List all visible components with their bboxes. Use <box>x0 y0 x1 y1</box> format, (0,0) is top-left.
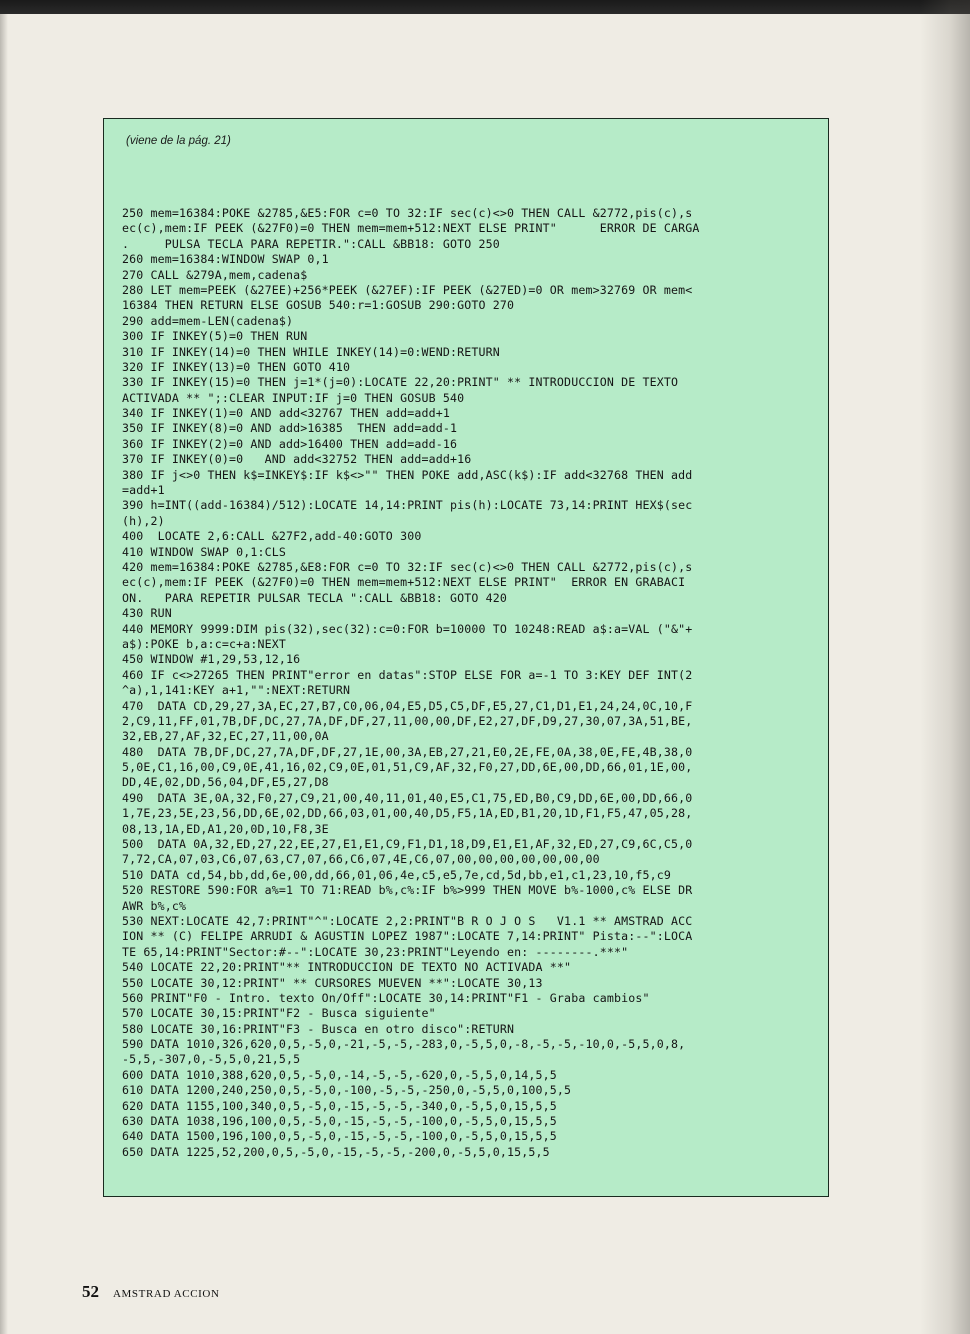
code-line: a$):POKE b,a:c=c+a:NEXT <box>122 636 286 651</box>
code-line: 390 h=INT((add-16384)/512):LOCATE 14,14:PRINT pis(h):LOCATE 73,14:PRINT HEX$(sec <box>122 498 693 513</box>
code-line: 2,C9,11,FF,01,7B,DF,DC,27,7A,DF,DF,27,11,00,00,DF,E2,27,DF,D9,27,30,07,3A,51,BE, <box>122 713 693 728</box>
code-line: 08,13,1A,ED,A1,20,0D,10,F8,3E <box>122 821 329 836</box>
code-line: 310 IF INKEY(14)=0 THEN WHILE INKEY(14)=0:WEND:RETURN <box>122 344 500 359</box>
code-line: DD,4E,02,DD,56,04,DF,E5,27,D8 <box>122 775 329 790</box>
code-line: =add+1 <box>122 483 165 498</box>
page-spine-shadow <box>920 0 970 1334</box>
code-line: 370 IF INKEY(0)=0 AND add<32752 THEN add=add+16 <box>122 452 472 467</box>
code-line: 560 PRINT"F0 - Intro. texto On/Off":LOCATE 30,14:PRINT"F1 - Graba cambios" <box>122 990 650 1005</box>
code-line: 16384 THEN RETURN ELSE GOSUB 540:r=1:GOSUB 290:GOTO 270 <box>122 298 515 313</box>
code-line: ^a),1,141:KEY a+1,"":NEXT:RETURN <box>122 683 351 698</box>
code-line: 7,72,CA,07,03,C6,07,63,C7,07,66,C6,07,4E,C6,07,00,00,00,00,00,00,00 <box>122 852 600 867</box>
code-line: ION ** (C) FELIPE ARRUDI & AGUSTIN LOPEZ 1987":LOCATE 7,14:PRINT" Pista:--":LOCA <box>122 929 693 944</box>
code-line: 550 LOCATE 30,12:PRINT" ** CURSORES MUEVEN **":LOCATE 30,13 <box>122 975 543 990</box>
page-top-edge <box>0 0 970 14</box>
code-line: ec(c),mem:IF PEEK (&27F0)=0 THEN mem=mem+512:NEXT ELSE PRINT" ERROR DE CARGA <box>122 221 700 236</box>
page-number: 52 <box>82 1282 99 1301</box>
code-line: 380 IF j<>0 THEN k$=INKEY$:IF k$<>"" THEN POKE add,ASC(k$):IF add<32768 THEN add <box>122 467 693 482</box>
code-line: 420 mem=16384:POKE &2785,&E8:FOR c=0 TO 32:IF sec(c)<>0 THEN CALL &2772,pis(c),s <box>122 559 693 574</box>
code-line: 350 IF INKEY(8)=0 AND add>16385 THEN add=add-1 <box>122 421 458 436</box>
code-line: 610 DATA 1200,240,250,0,5,-5,0,-100,-5,-5,-250,0,-5,5,0,100,5,5 <box>122 1083 572 1098</box>
code-line: ON. PARA REPETIR PULSAR TECLA ":CALL &BB18: GOTO 420 <box>122 590 508 605</box>
code-line: . PULSA TECLA PARA REPETIR.":CALL &BB18: GOTO 250 <box>122 236 500 251</box>
code-line: 630 DATA 1038,196,100,0,5,-5,0,-15,-5,-5,-100,0,-5,5,0,15,5,5 <box>122 1114 557 1129</box>
code-line: 580 LOCATE 30,16:PRINT"F3 - Busca en otro disco":RETURN <box>122 1021 515 1036</box>
code-line: 280 LET mem=PEEK (&27EE)+256*PEEK (&27EF):IF PEEK (&27ED)=0 OR mem>32769 OR mem< <box>122 282 693 297</box>
code-line: 540 LOCATE 22,20:PRINT"** INTRODUCCION DE TEXTO NO ACTIVADA **" <box>122 960 572 975</box>
code-line: 260 mem=16384:WINDOW SWAP 0,1 <box>122 252 329 267</box>
code-line: 490 DATA 3E,0A,32,F0,27,C9,21,00,40,11,01,40,E5,C1,75,ED,B0,C9,DD,6E,00,DD,66,0 <box>122 790 693 805</box>
code-line: AWR b%,c% <box>122 898 187 913</box>
code-line: 32,EB,27,AF,32,EC,27,11,00,0A <box>122 729 329 744</box>
code-line: 600 DATA 1010,388,620,0,5,-5,0,-14,-5,-5,-620,0,-5,5,0,14,5,5 <box>122 1067 557 1082</box>
code-line: 470 DATA CD,29,27,3A,EC,27,B7,C0,06,04,E5,D5,C5,DF,E5,27,C1,D1,E1,24,24,0C,10,F <box>122 698 693 713</box>
code-listing-box <box>103 118 829 1197</box>
code-line: 590 DATA 1010,326,620,0,5,-5,0,-21,-5,-5,-283,0,-5,5,0,-8,-5,-5,-10,0,-5,5,0,8, <box>122 1037 686 1052</box>
code-listing <box>122 206 822 1160</box>
magazine-name: AMSTRAD ACCION <box>113 1288 220 1300</box>
page-footer <box>82 1282 220 1302</box>
code-line: ec(c),mem:IF PEEK (&27F0)=0 THEN mem=mem+512:NEXT ELSE PRINT" ERROR EN GRABACI <box>122 575 686 590</box>
code-line: 270 CALL &279A,mem,cadena$ <box>122 267 308 282</box>
code-line: 570 LOCATE 30,15:PRINT"F2 - Busca siguiente" <box>122 1006 436 1021</box>
code-line: 300 IF INKEY(5)=0 THEN RUN <box>122 329 308 344</box>
code-line: 400 LOCATE 2,6:CALL &27F2,add-40:GOTO 300 <box>122 529 422 544</box>
code-line: 1,7E,23,5E,23,56,DD,6E,02,DD,66,03,01,00,40,D5,F5,1A,ED,B1,20,1D,F1,F5,47,05,28, <box>122 806 693 821</box>
code-line: 450 WINDOW #1,29,53,12,16 <box>122 652 301 667</box>
code-line: 250 mem=16384:POKE &2785,&E5:FOR c=0 TO 32:IF sec(c)<>0 THEN CALL &2772,pis(c),s <box>122 206 693 220</box>
code-line: 360 IF INKEY(2)=0 AND add>16400 THEN add=add-16 <box>122 436 458 451</box>
code-line: 480 DATA 7B,DF,DC,27,7A,DF,DF,27,1E,00,3A,EB,27,21,E0,2E,FE,0A,38,0E,FE,4B,38,0 <box>122 744 693 759</box>
code-line: TE 65,14:PRINT"Sector:#--":LOCATE 30,23:PRINT"Leyendo en: --------.***" <box>122 944 629 959</box>
continued-note: (viene de la pág. 21) <box>126 135 231 147</box>
code-line: 340 IF INKEY(1)=0 AND add<32767 THEN add=add+1 <box>122 406 450 421</box>
code-line: 430 RUN <box>122 606 172 621</box>
code-line: 440 MEMORY 9999:DIM pis(32),sec(32):c=0:FOR b=10000 TO 10248:READ a$:a=VAL ("&"+ <box>122 621 693 636</box>
code-line: 520 RESTORE 590:FOR a%=1 TO 71:READ b%,c%:IF b%>999 THEN MOVE b%-1000,c% ELSE DR <box>122 883 693 898</box>
page-left-fold <box>0 14 8 1334</box>
code-line: 620 DATA 1155,100,340,0,5,-5,0,-15,-5,-5,-340,0,-5,5,0,15,5,5 <box>122 1098 557 1113</box>
code-line: 650 DATA 1225,52,200,0,5,-5,0,-15,-5,-5,-200,0,-5,5,0,15,5,5 <box>122 1144 550 1159</box>
code-line: 290 add=mem-LEN(cadena$) <box>122 313 294 328</box>
code-line: 640 DATA 1500,196,100,0,5,-5,0,-15,-5,-5,-100,0,-5,5,0,15,5,5 <box>122 1129 557 1144</box>
code-line: 5,0E,C1,16,00,C9,0E,41,16,02,C9,0E,01,51,C9,AF,32,F0,27,DD,6E,00,DD,66,01,1E,00, <box>122 760 693 775</box>
code-line: 330 IF INKEY(15)=0 THEN j=1*(j=0):LOCATE 22,20:PRINT" ** INTRODUCCION DE TEXTO <box>122 375 679 390</box>
code-line: 320 IF INKEY(13)=0 THEN GOTO 410 <box>122 359 351 374</box>
code-line: ACTIVADA ** ";:CLEAR INPUT:IF j=0 THEN GOSUB 540 <box>122 390 465 405</box>
code-line: 530 NEXT:LOCATE 42,7:PRINT"^":LOCATE 2,2:PRINT"B R O J O S V1.1 ** AMSTRAD ACC <box>122 913 693 928</box>
code-line: 510 DATA cd,54,bb,dd,6e,00,dd,66,01,06,4e,c5,e5,7e,cd,5d,bb,e1,c1,23,10,f5,c9 <box>122 867 672 882</box>
code-line: 460 IF c<>27265 THEN PRINT"error en datas":STOP ELSE FOR a=-1 TO 3:KEY DEF INT(2 <box>122 667 693 682</box>
code-line: -5,5,-307,0,-5,5,0,21,5,5 <box>122 1052 301 1067</box>
code-line: 410 WINDOW SWAP 0,1:CLS <box>122 544 286 559</box>
code-line: (h),2) <box>122 513 165 528</box>
code-line: 500 DATA 0A,32,ED,27,22,EE,27,E1,E1,C9,F1,D1,18,D9,E1,E1,AF,32,ED,27,C9,6C,C5,0 <box>122 837 693 852</box>
